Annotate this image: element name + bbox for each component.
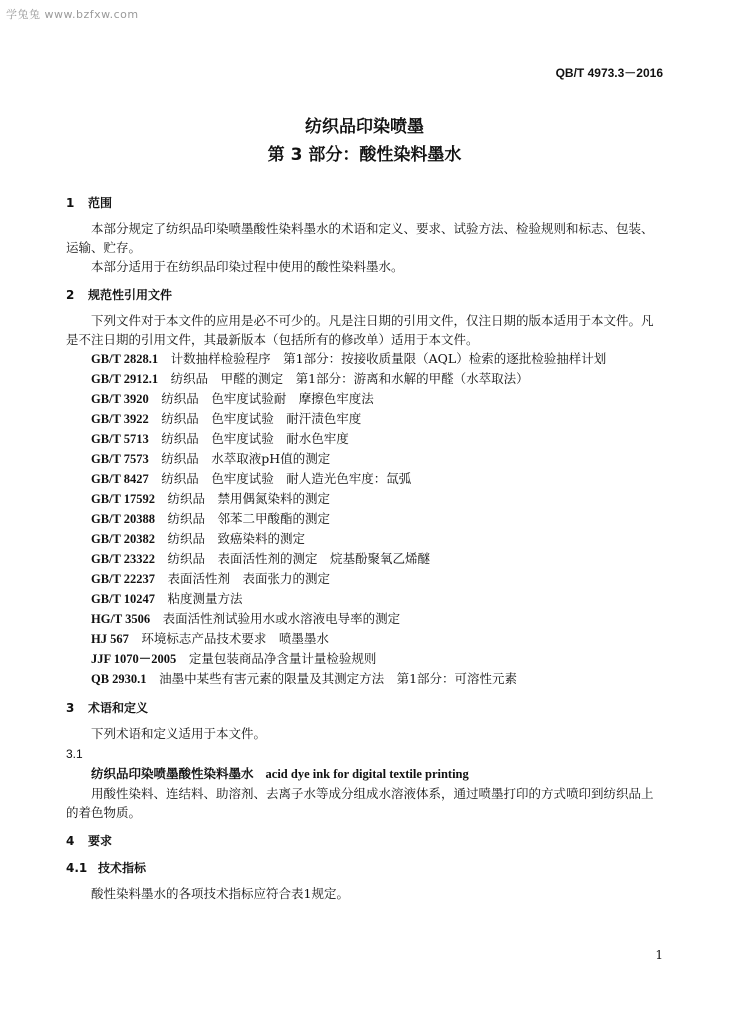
reference-spacer <box>150 611 163 626</box>
reference-item <box>66 569 664 589</box>
reference-item <box>66 469 664 489</box>
reference-code: QB 2930.1 <box>91 672 147 686</box>
reference-spacer <box>158 351 171 366</box>
reference-code: GB/T 5713 <box>91 432 149 446</box>
term-chinese: 纺织品印染喷墨酸性染料墨水 <box>91 766 254 781</box>
term-number: 3.1 <box>66 747 83 761</box>
section-title: 要求 <box>88 834 113 848</box>
section-heading-scope <box>66 194 664 213</box>
reference-spacer <box>149 431 162 446</box>
reference-spacer <box>155 591 168 606</box>
reference-item <box>66 629 664 649</box>
reference-spacer <box>149 451 162 466</box>
section-title: 术语和定义 <box>88 701 149 715</box>
reference-title: 纺织品 邻苯二甲酸酯的测定 <box>167 511 331 526</box>
section-heading-terms <box>66 699 664 718</box>
reference-spacer <box>155 571 168 586</box>
reference-title: 纺织品 禁用偶氮染料的测定 <box>167 491 331 506</box>
reference-item <box>66 589 664 609</box>
document-subtitle: 第 3 部分：酸性染料墨水 <box>267 145 462 165</box>
reference-item <box>66 409 664 429</box>
reference-code: GB/T 2912.1 <box>91 372 159 386</box>
document-body <box>66 186 664 903</box>
reference-spacer <box>176 651 189 666</box>
subsection-number: 4.1 <box>66 861 88 875</box>
reference-title: 纺织品 致癌染料的测定 <box>167 531 306 546</box>
term-english: acid dye ink for digital textile printing <box>265 767 469 781</box>
references-intro-paragraph: 下列文件对于本文件的应用是必不可少的。凡是注日期的引用文件，仅注日期的版本适用于本文件。凡是不注日期的引用文件，其最新版本（包括所有的修改单）适用于本文件。 <box>66 313 654 347</box>
section-number: 2 <box>66 288 75 302</box>
reference-code: GB/T 7573 <box>91 452 149 466</box>
reference-title: 油墨中某些有害元素的限量及其测定方法 第1部分：可溶性元素 <box>159 671 518 686</box>
reference-spacer <box>155 491 168 506</box>
reference-item <box>66 489 664 509</box>
section-number: 1 <box>66 196 75 210</box>
section-number: 4 <box>66 834 75 848</box>
reference-title: 粘度测量方法 <box>167 591 243 606</box>
reference-code: JJF 1070－2005 <box>91 652 177 666</box>
reference-spacer <box>129 631 142 646</box>
reference-spacer <box>155 511 168 526</box>
site-watermark: 学兔兔 www.bzfxw.com <box>6 8 139 21</box>
reference-spacer <box>158 371 171 386</box>
reference-code: GB/T 3922 <box>91 412 149 426</box>
reference-item <box>66 449 664 469</box>
reference-code: HJ 567 <box>91 632 129 646</box>
reference-title: 纺织品 甲醛的测定 第1部分：游离和水解的甲醛（水萃取法） <box>170 371 529 386</box>
reference-code: GB/T 2828.1 <box>91 352 159 366</box>
reference-spacer <box>147 671 160 686</box>
section-number: 3 <box>66 701 75 715</box>
reference-title: 表面活性剂 表面张力的测定 <box>167 571 331 586</box>
terms-intro-paragraph: 下列术语和定义适用于本文件。 <box>91 726 267 741</box>
section-title: 规范性引用文件 <box>88 288 173 302</box>
reference-list <box>66 349 664 689</box>
reference-title: 纺织品 水萃取液pH值的测定 <box>161 451 331 466</box>
reference-code: GB/T 23322 <box>91 552 156 566</box>
subsection-heading-technical-indicators <box>66 859 664 878</box>
reference-code: GB/T 22237 <box>91 572 156 586</box>
reference-title: 计数抽样检验程序 第1部分：按接收质量限（AQL）检索的逐批检验抽样计划 <box>170 351 607 366</box>
term-title <box>66 764 664 784</box>
reference-spacer <box>155 531 168 546</box>
reference-code: GB/T 3920 <box>91 392 149 406</box>
reference-item <box>66 549 664 569</box>
section-heading-normative-references <box>66 286 664 305</box>
reference-code: GB/T 20382 <box>91 532 156 546</box>
reference-title: 定量包装商品净含量计量检验规则 <box>188 651 377 666</box>
reference-item <box>66 369 664 389</box>
reference-code: GB/T 8427 <box>91 472 149 486</box>
reference-item <box>66 389 664 409</box>
subsection-title: 技术指标 <box>98 861 147 875</box>
reference-spacer <box>155 551 168 566</box>
reference-title: 纺织品 色牢度试验 耐人造光色牢度：氙弧 <box>161 471 412 486</box>
reference-item <box>66 649 664 669</box>
document-title: 纺织品印染喷墨 <box>305 117 424 137</box>
reference-title: 纺织品 色牢度试验耐 摩擦色牢度法 <box>161 391 374 406</box>
page-number: 1 <box>655 948 663 962</box>
reference-title: 环境标志产品技术要求 喷墨墨水 <box>141 631 329 646</box>
reference-code: GB/T 17592 <box>91 492 156 506</box>
reference-item <box>66 529 664 549</box>
section-title: 范围 <box>88 196 113 210</box>
scope-paragraph: 本部分规定了纺织品印染喷墨酸性染料墨水的术语和定义、要求、试验方法、检验规则和标志、包装、运输、贮存。 <box>66 221 654 255</box>
reference-code: GB/T 20388 <box>91 512 156 526</box>
reference-item <box>66 669 664 689</box>
technical-indicators-text: 酸性染料墨水的各项技术指标应符合表1规定。 <box>91 886 349 901</box>
scope-applicability-paragraph: 本部分适用于在纺织品印染过程中使用的酸性染料墨水。 <box>91 259 404 274</box>
reference-title: 纺织品 色牢度试验 耐汗渍色牢度 <box>161 411 362 426</box>
term-definition: 用酸性染料、连结料、助溶剂、去离子水等成分组成水溶液体系，通过喷墨打印的方式喷印到纺织品上的着色物质。 <box>66 786 654 820</box>
reference-code: HG/T 3506 <box>91 612 151 626</box>
reference-code: GB/T 10247 <box>91 592 156 606</box>
reference-item <box>66 349 664 369</box>
reference-item <box>66 429 664 449</box>
standard-code: QB/T 4973.3－2016 <box>555 66 663 80</box>
reference-item <box>66 609 664 629</box>
reference-spacer <box>149 391 162 406</box>
reference-spacer <box>149 471 162 486</box>
reference-item <box>66 509 664 529</box>
reference-title: 纺织品 表面活性剂的测定 烷基酚聚氧乙烯醚 <box>167 551 431 566</box>
reference-spacer <box>149 411 162 426</box>
reference-title: 纺织品 色牢度试验 耐水色牢度 <box>161 431 349 446</box>
reference-title: 表面活性剂试验用水或水溶液电导率的测定 <box>162 611 401 626</box>
section-heading-requirements <box>66 832 664 851</box>
